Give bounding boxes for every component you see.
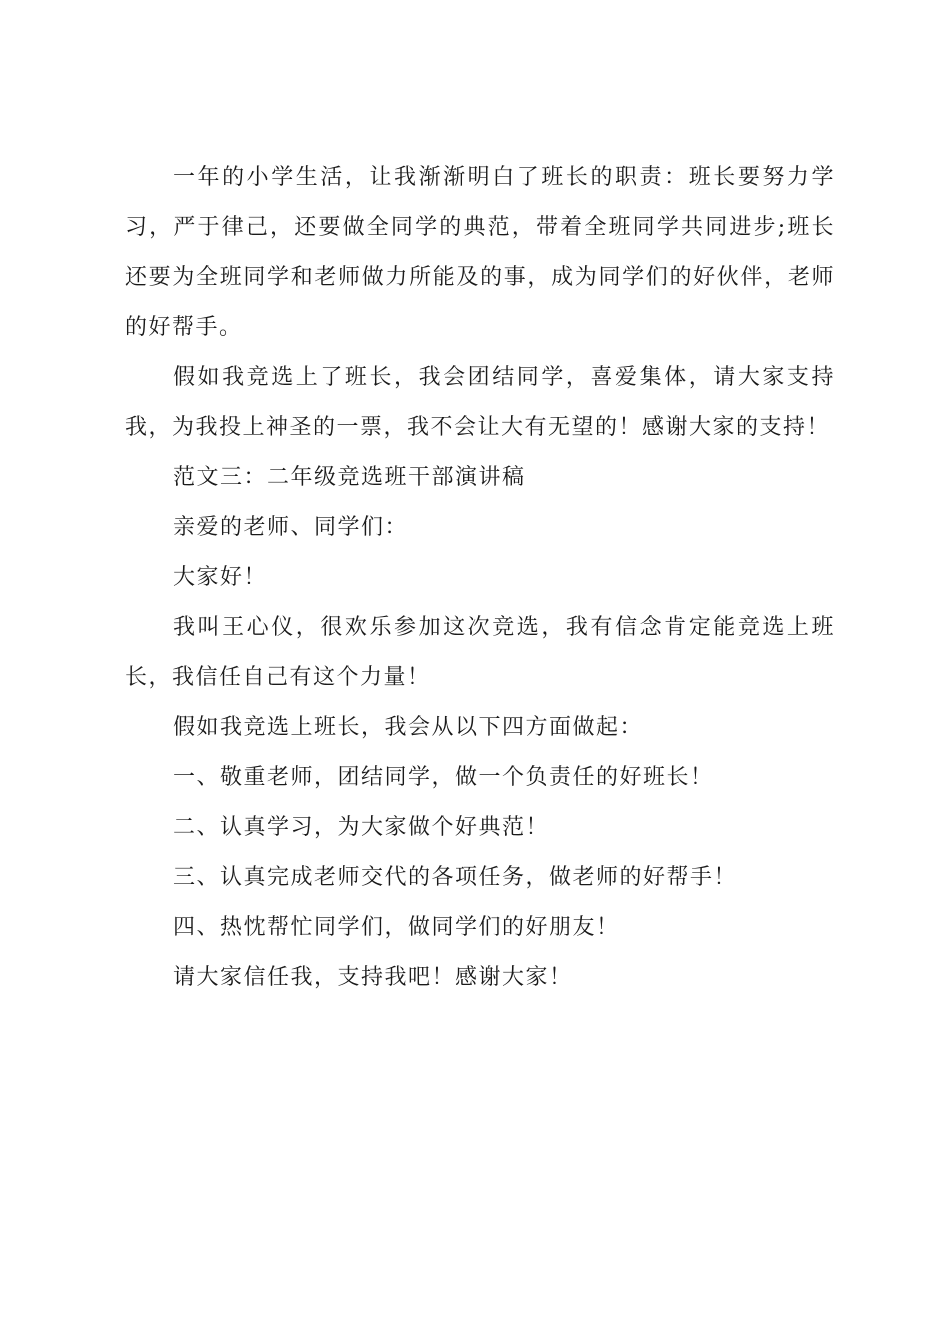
paragraph-four-aspects-intro: 假如我竞选上班长，我会从以下四方面做起： [173,715,644,740]
list-item-respect-teachers: 一、敬重老师，团结同学，做一个负责任的好班长！ [173,765,714,790]
list-item-complete-tasks: 三、认真完成老师交代的各项任务，做老师的好帮手！ [173,865,738,890]
paragraph-closing: 请大家信任我，支持我吧！感谢大家！ [173,965,573,990]
list-item-study-hard: 二、认真学习，为大家做个好典范！ [173,815,550,840]
document-page [125,0,835,1003]
paragraph-self-introduction: 我叫王心仪，很欢乐参加这次竞选，我有信念肯定能竞选上班长，我信任自己有这个力量！ [125,615,835,690]
paragraph-class-monitor-duties: 一年的小学生活，让我渐渐明白了班长的职责：班长要努力学习，严于律己，还要做全同学的典范，带着全班同学共同进步;班长还要为全班同学和老师做力所能及的事，成为同学们的好伙伴，老师的好帮手。 [125,165,835,340]
list-item-help-classmates: 四、热忱帮忙同学们，做同学们的好朋友！ [173,915,620,940]
paragraph-request-support: 假如我竞选上了班长，我会团结同学，喜爱集体，请大家支持我，为我投上神圣的一票，我不会让大有无望的！感谢大家的支持！ [125,365,835,440]
salutation: 亲爱的老师、同学们： [173,515,409,540]
greeting: 大家好！ [173,565,268,590]
section-heading-sample-three: 范文三：二年级竞选班干部演讲稿 [173,465,526,490]
